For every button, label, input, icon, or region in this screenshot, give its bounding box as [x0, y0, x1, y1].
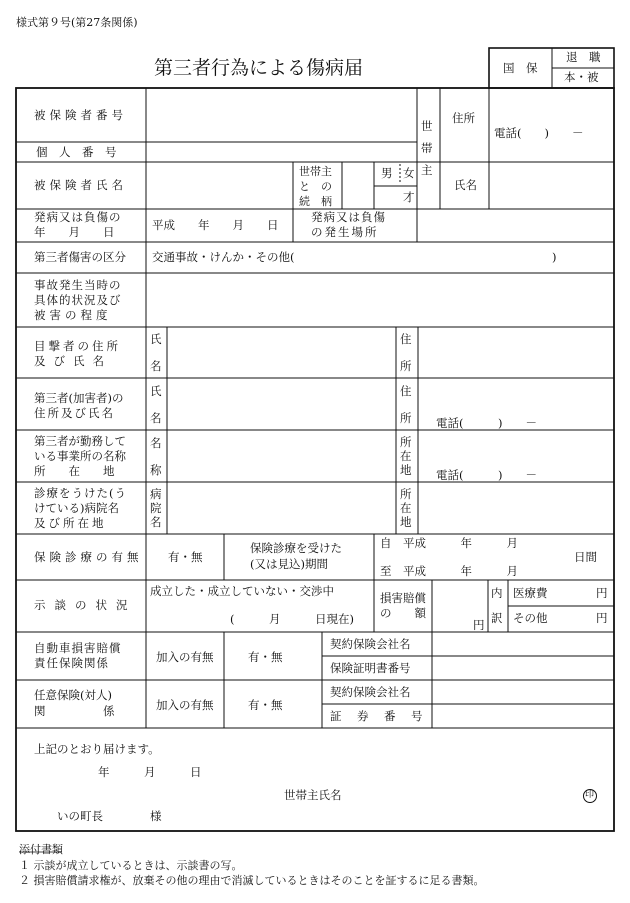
label-kanyu-1: 加入の有無 — [156, 650, 214, 664]
label-kikan-2: (又は見込)期間 — [250, 557, 328, 571]
badge-honhi: 本・被 — [564, 70, 599, 84]
label-mokugeki-1: 目撃者の住所 — [34, 339, 121, 353]
label-daisansha-1: 第三者(加害者)の — [34, 391, 124, 405]
label-sho2: 称 — [150, 463, 162, 477]
label-nichikan: 日間 — [574, 550, 597, 564]
form-title: 第三者行為による傷病届 — [154, 57, 364, 79]
label-iryohi: 医療費 — [513, 586, 548, 600]
label-denwa: 電話( ) － — [494, 126, 584, 140]
label-jiko-2: 具体的状況及び — [34, 293, 122, 307]
value-kubun: 交通事故・けんか・その他( — [152, 250, 295, 264]
label-shimei: 氏名 — [454, 178, 477, 192]
label-jibai-2: 責任保険関係 — [34, 656, 109, 670]
label-en-1: 円 — [473, 618, 485, 632]
label-en-3: 円 — [596, 611, 608, 625]
label-hoken-shinryo: 保険診療の有無 — [34, 550, 143, 564]
label-denwa-2: 電話( ) － — [436, 416, 537, 430]
label-setai-3: 主 — [421, 163, 433, 177]
label-jusho: 住所 — [452, 111, 475, 125]
label-sai: 才 — [403, 190, 415, 204]
label-sonota: その他 — [513, 611, 548, 625]
label-denwa-3: 電話( ) － — [436, 468, 537, 482]
label-mei-2: 名 — [150, 411, 162, 425]
value-umu-2: 有・無 — [248, 650, 283, 664]
value-jidan-date: ( 月 日現在) — [230, 612, 354, 626]
label-shinryo-2: けている)病院名 — [34, 501, 119, 515]
label-kubun: 第三者傷害の区分 — [34, 250, 126, 264]
label-byo-2: 院 — [150, 501, 162, 515]
label-shozaichi-2a: 在 — [400, 449, 412, 463]
label-na: 名 — [150, 436, 162, 450]
label-kinmu-1: 第三者が勤務して — [34, 434, 126, 448]
form-number: 様式第９号(第27条関係) — [16, 16, 138, 29]
label-keiyaku-kaisha-1: 契約保険会社名 — [330, 637, 411, 651]
label-shozaichi-1a: 所 — [400, 435, 412, 449]
label-onna: 女 — [403, 166, 415, 180]
label-hatsubyo-date-2: 年 月 日 — [34, 225, 115, 239]
label-kinmu-3: 所 在 地 — [34, 464, 115, 478]
label-shozaichi-2b: 在 — [400, 501, 412, 515]
label-jidan: 示談の状況 — [34, 598, 137, 612]
label-kanyu-2: 加入の有無 — [156, 698, 214, 712]
label-shomeisho-bango: 保険証明書番号 — [330, 661, 411, 675]
label-hatsubyo-place-2: の発生場所 — [311, 225, 379, 239]
label-hihoken-shimei: 被保険者氏名 — [34, 178, 127, 192]
footer-todoke: 上記のとおり届けます。 — [34, 742, 160, 756]
value-jidan: 成立した・成立していない・交渉中 — [150, 584, 334, 598]
value-umu-3: 有・無 — [248, 698, 283, 712]
badge-taishoku: 退 職 — [566, 50, 601, 64]
footer-setainushi: 世帯主氏名 — [284, 788, 342, 802]
label-mei-1: 名 — [150, 359, 162, 373]
label-otoko: 男 — [381, 166, 393, 180]
value-umu-1: 有・無 — [168, 550, 203, 564]
label-ju-1: 住 — [400, 332, 412, 346]
label-setai-2: 帯 — [421, 141, 433, 155]
label-hihoken-bango: 被保険者番号 — [34, 108, 127, 122]
value-shi-heisei: 至 平成 年 月 — [380, 564, 518, 578]
label-zokugara-1: 世帯主 — [299, 165, 332, 178]
badge-kokuho: 国 保 — [503, 61, 538, 75]
label-shinryo-1: 診療をうけた(う — [34, 486, 127, 500]
label-ju-2: 住 — [400, 384, 412, 398]
label-jibai-1: 自動車損害賠償 — [34, 641, 122, 655]
label-shozaichi-3b: 地 — [400, 515, 412, 529]
value-kubun-close: ) — [552, 250, 557, 264]
value-heisei-date: 平成 年 月 日 — [152, 218, 279, 232]
label-wake: 訳 — [491, 611, 503, 625]
label-shozaichi-1b: 所 — [400, 487, 412, 501]
label-nini-2: 関 係 — [34, 704, 115, 718]
label-sho-1: 所 — [400, 359, 412, 373]
label-shoken-bango: 証 券 番 号 — [330, 709, 425, 723]
label-shi-1: 氏 — [150, 332, 162, 346]
label-byo-1: 病 — [150, 487, 162, 501]
attachments-heading: 添付書類 — [19, 843, 63, 856]
footer-date: 年 月 日 — [98, 765, 202, 779]
attachment-item-2: ２ 損害賠償請求権が、放棄その他の理由で消滅しているときはそのことを証するに足る書類。 — [19, 874, 485, 887]
footer-chocho: いの町長 — [57, 809, 103, 823]
seal-mark: 印 — [585, 790, 595, 800]
label-zokugara-2: と の — [299, 180, 332, 193]
label-shozaichi-3a: 地 — [400, 463, 412, 477]
footer-sama: 様 — [150, 809, 162, 823]
label-en-2: 円 — [596, 586, 608, 600]
label-kikan-1: 保険診療を受けた — [250, 541, 342, 555]
label-nini-1: 任意保険(対人) — [34, 688, 112, 702]
label-uchi: 内 — [491, 586, 503, 600]
label-jiko-3: 被害の程度 — [34, 308, 112, 322]
label-mokugeki-2: 及び氏名 — [34, 354, 112, 368]
label-songai-1: 損害賠償 — [380, 591, 426, 605]
label-byo-3: 名 — [150, 515, 162, 529]
label-setai-1: 世 — [421, 119, 433, 133]
attachment-item-1: １ 示談が成立しているときは、示談書の写。 — [19, 859, 243, 872]
label-hatsubyo-date-1: 発病又は負傷の — [34, 210, 122, 224]
label-hatsubyo-place-1: 発病又は負傷 — [311, 210, 386, 224]
label-jiko-1: 事故発生当時の — [34, 278, 122, 292]
label-kinmu-2: いる事業所の名称 — [34, 449, 126, 463]
label-daisansha-2: 住所及び氏名 — [34, 406, 115, 420]
label-songai-2: の 額 — [380, 606, 426, 620]
label-shinryo-3: 及び所在地 — [34, 516, 107, 530]
value-ji-heisei: 自 平成 年 月 — [380, 536, 518, 550]
label-zokugara-3: 続 柄 — [299, 195, 332, 208]
label-kojin-bango: 個 人 番 号 — [36, 145, 117, 159]
label-sho-2: 所 — [400, 411, 412, 425]
label-shi-2: 氏 — [150, 384, 162, 398]
label-keiyaku-kaisha-2: 契約保険会社名 — [330, 685, 411, 699]
